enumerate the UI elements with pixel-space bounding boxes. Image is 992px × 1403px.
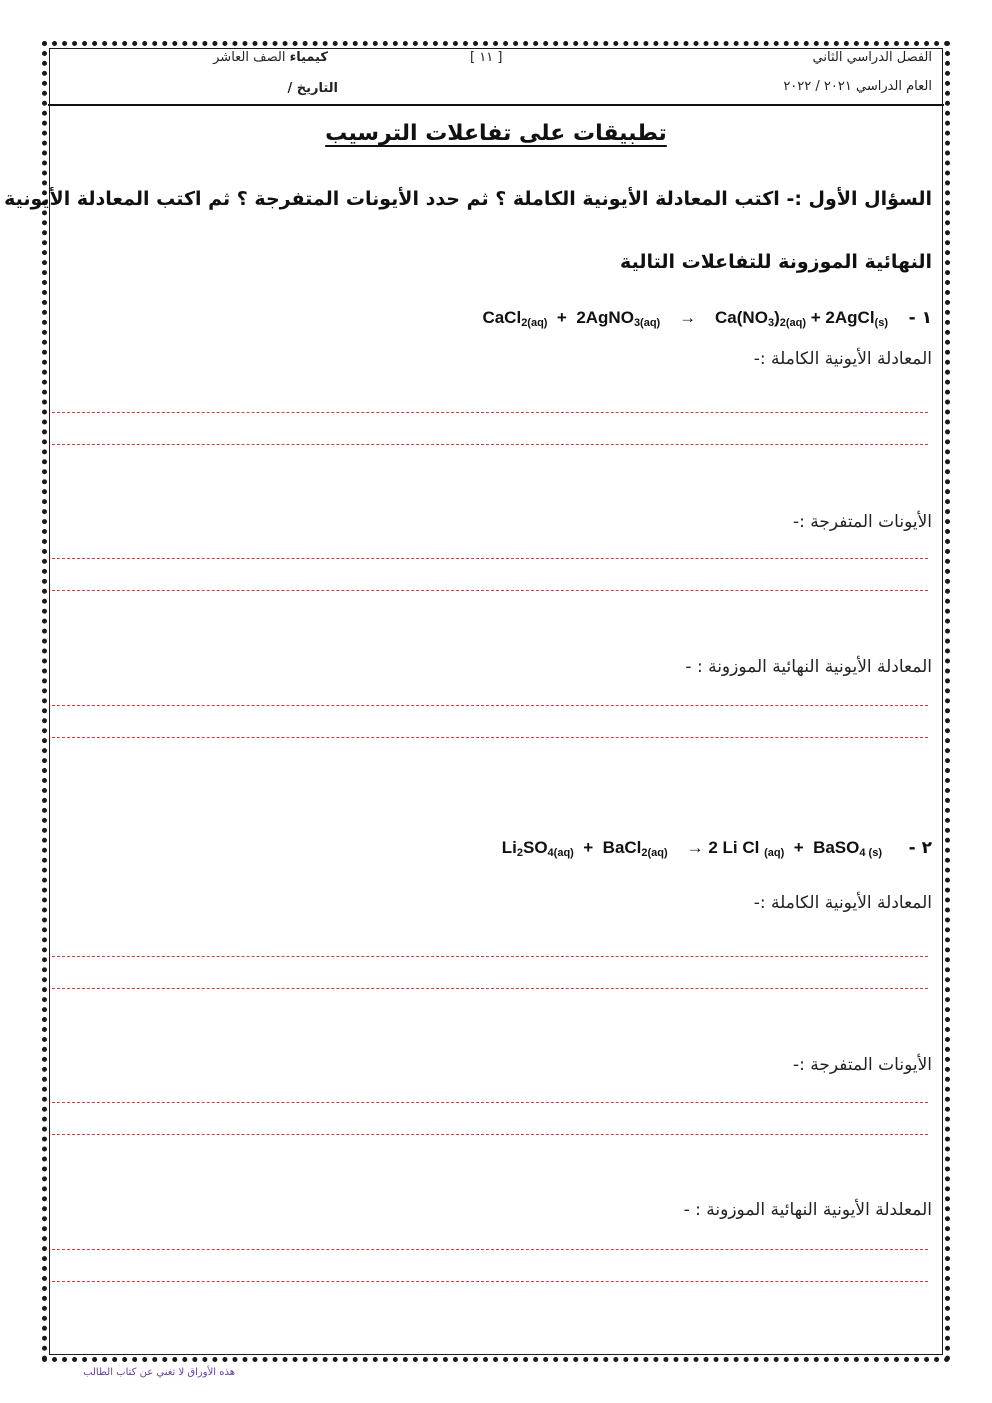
page-number: [ ١١ ] [470, 50, 503, 65]
reaction-1-equation [482, 308, 888, 329]
product-licl: 2 Li Cl $_{(aq)}$ [708, 838, 785, 859]
answer-line[interactable] [52, 590, 928, 591]
school-year-label: العام الدراسي ٢٠٢١ / ٢٠٢٢ [783, 79, 932, 94]
reaction-2-spectator-label: الأيونات المتفرجة :- [793, 1055, 932, 1075]
page-border [42, 41, 950, 1362]
question-text-1: اكتب المعادلة الأيونية الكاملة ؟ ثم حدد الأيونات المتفرجة ؟ ثم اكتب المعادلة الأيونية [4, 188, 780, 210]
plus-sign: + [793, 838, 804, 857]
reaction-1-net-ionic-label: المعادلة الأيونية النهائية الموزونة : - [685, 657, 932, 677]
reaction-2-net-ionic-label: المعلدلة الأيونية النهائية الموزونة : - [683, 1200, 932, 1220]
answer-line[interactable] [52, 956, 928, 957]
header-divider [48, 104, 944, 106]
answer-line[interactable] [52, 1102, 928, 1103]
arrow-icon: → [679, 308, 697, 327]
reaction-1-full-ionic-label: المعادلة الأيونية الكاملة :- [753, 349, 932, 369]
product-ca-no3-2: $Ca(NO_3)_{2(aq)}$ [715, 308, 807, 329]
answer-line[interactable] [52, 737, 928, 738]
answer-line[interactable] [52, 1281, 928, 1282]
semester-label: الفصل الدراسي الثاني [812, 50, 932, 65]
question-head: السؤال الأول :- [786, 188, 932, 210]
answer-line[interactable] [52, 444, 928, 445]
footer-note: هذه الأوراق لا تغني عن كتاب الطالب [83, 1367, 235, 1378]
reactant-agno3: 2AgNO$_{3(aq)}$ [576, 308, 661, 329]
reaction-2-number: ٢ - [908, 838, 932, 858]
date-label: التاريخ / [287, 81, 338, 96]
product-baso4: BaSO$_{4 (s)}$ [813, 838, 882, 859]
answer-line[interactable] [52, 412, 928, 413]
answer-line[interactable] [52, 558, 928, 559]
question-line-1 [4, 188, 932, 210]
reactant-li2so4: $Li_2SO_{4(aq)}$ [501, 838, 574, 859]
answer-line[interactable] [52, 1249, 928, 1250]
reaction-1-number: ١ - [908, 308, 932, 328]
reactant-cacl2: CaCl$_{2(aq)}$ [482, 308, 548, 329]
answer-line[interactable] [52, 1134, 928, 1135]
answer-line[interactable] [52, 988, 928, 989]
question-line-2: النهائية الموزونة للتفاعلات التالية [620, 251, 932, 273]
product-agcl: 2AgCl$_{(s)}$ [825, 308, 888, 329]
plus-sign: + [810, 308, 821, 327]
subject-grade [213, 50, 328, 65]
reaction-1-spectator-label: الأيونات المتفرجة :- [793, 512, 932, 532]
arrow-icon: → [686, 838, 704, 857]
reaction-2-equation [502, 838, 882, 859]
subject-label: كيمياء [289, 50, 328, 65]
reactant-bacl2: BaCl$_{2(aq)}$ [602, 838, 668, 859]
plus-sign: + [583, 838, 594, 857]
plus-sign: + [556, 308, 567, 327]
page-title: تطبيقات على تفاعلات الترسيب [325, 121, 667, 146]
reaction-2-full-ionic-label: المعادلة الأيونية الكاملة :- [753, 893, 932, 913]
answer-line[interactable] [52, 705, 928, 706]
grade-label: الصف العاشر [213, 50, 286, 65]
